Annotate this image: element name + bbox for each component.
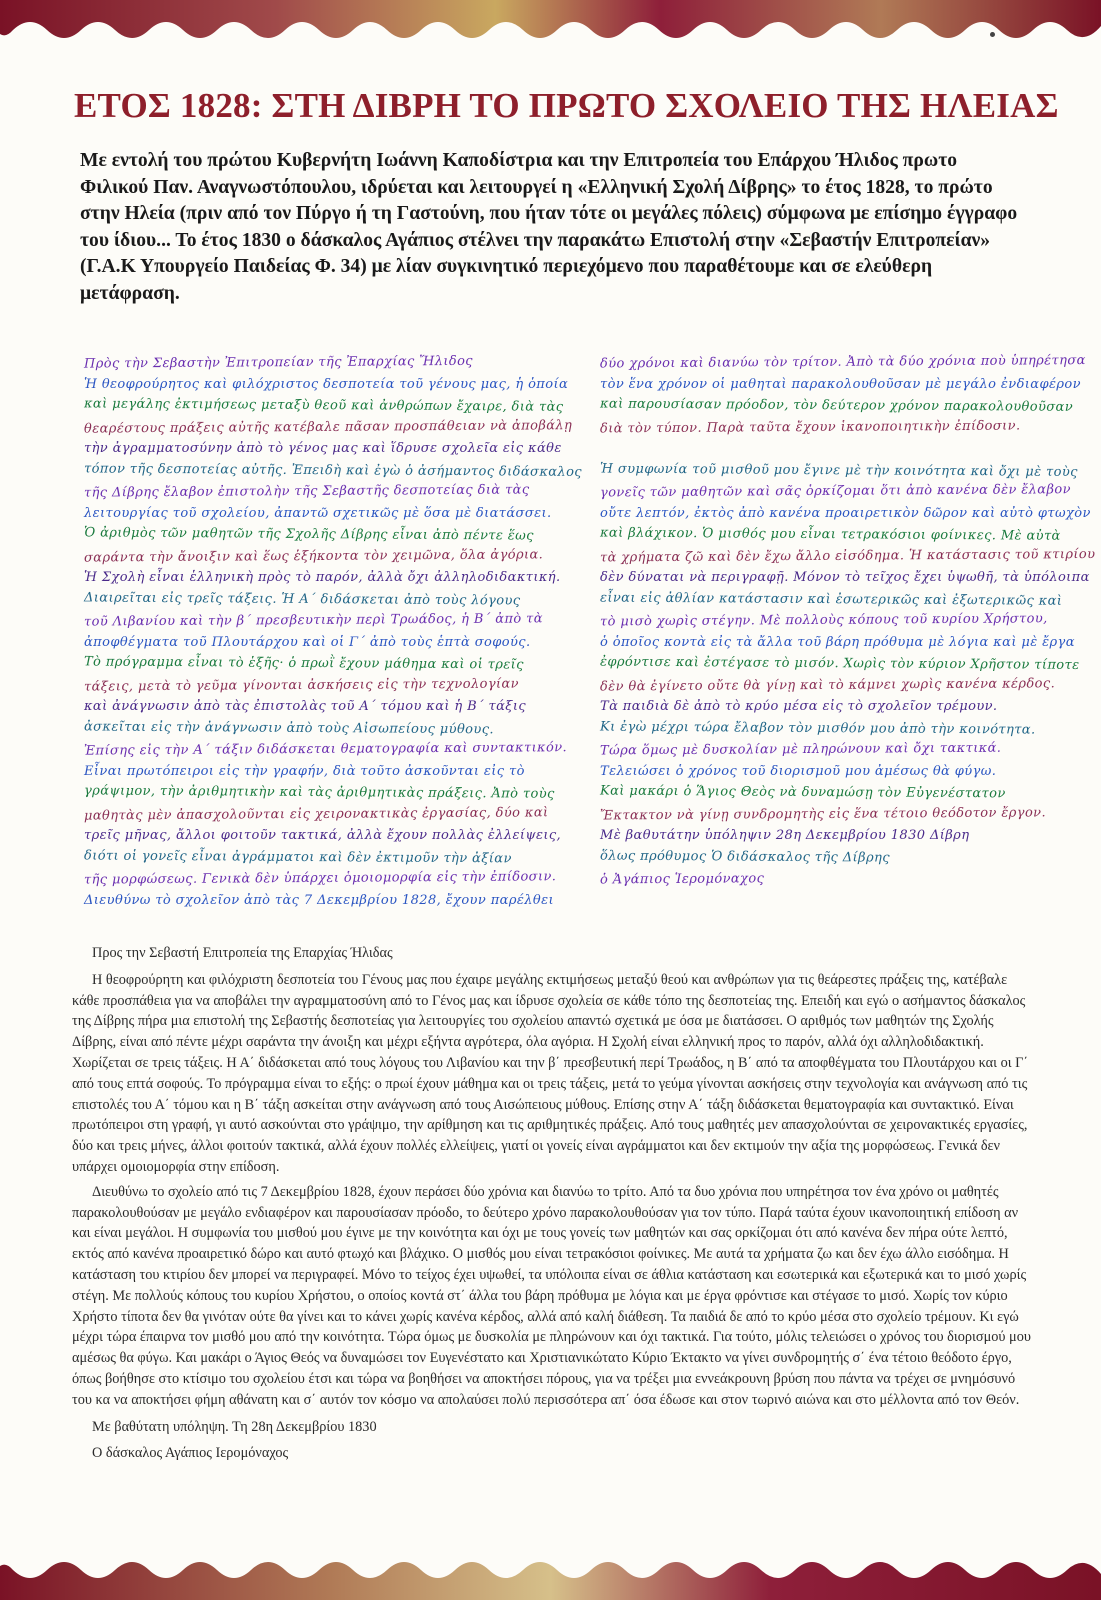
manuscript-line: καὶ παρουσίασαν πρόοδον, τὸν δεύτερον χρόνον παρακολουθοῦσαν xyxy=(599,396,1074,415)
letter-paragraph-1: Η θεοφρούρητη και φιλόχριστη δεσποτεία του Γένους μας που έχαιρε μεγάλης εκτιμήσεως μεταξύ θεού και ανθρώπων για τις θεάρεστες πράξεις της, κατέβαλε κάθε προσπάθεια για να αποβάλει την αγραμματοσύνη από το Γένος μας και ίδρυσε σχολεία σε κάθε τόπο της δεσποτείας της. Επειδή και εγώ ο ασήμαντος δάσκαλος της Δίβρης πήρα μια επιστολή της Σεβαστής δεσποτείας για λειτουργίες του σχολείου απαντώ σχετικά με όσα με διατάσσει. Ο αριθμός των μαθητών της Σχολής Δίβρης, είναι από πέντε μέχρι σαράντα την άνοιξη και μέχρι εξήντα αγρότερα, όλα αγόρια. Η Σχολή είναι ελληνική προς το παρόν, αλλά όχι αλληλοδιδακτική. Χωρίζεται σε τρεις τάξεις. Η Α΄ διδάσκεται από τους λόγους του Λιβανίου και την β΄ πρεσβευτική περί Τρωάδος, η Β΄ από τα αποφθέγματα του Πλουτάρχου και οι Γ΄ από τους επτά σοφούς. Το πρόγραμμα είναι το εξής: ο πρωί έχουν μάθημα και οι τρεις τάξεις, μετά το γεύμα γίνονται ασκήσεις στην τεχνολογία και ανάγνωση από τις επιστολές του Α΄ τόμου και η Β΄ τάξη ασκείται στην ανάγνωση από τους Αισώπειους μύθους. Επίσης στην Α΄ τάξη διδάσκεται θεματογραφία και συντακτικό. Είναι πρωτόπειροι στη γραφή, γι αυτό ασκούνται στο γράψιμο, την αρίθμηση και τις αριθμητικές πράξεις. Από τους μαθητές μεν απασχολούνται σε χειρονακτικές εργασίες, δύο και τρεις μήνες, άλλοι φοιτούν τακτικά, αλλά έχουν πολλές ελλείψεις, γιατί οι γονείς είναι αγράμματοι και δεν εκτιμούν την αξία της μορφώσεως. Γενικά δεν υπάρχει ομοιομορφία στην επίδοση. xyxy=(72,971,1029,1175)
manuscript-line: τόπον τῆς δεσποτείας αὐτῆς. Ἐπειδὴ καὶ ἐγὼ ὁ ἀσήμαντος διδάσκαλος xyxy=(83,460,583,480)
manuscript-line: τοῦ Λιβανίου καὶ τὴν β΄ πρεσβευτικὴν περὶ Τρωάδος, ἡ Β΄ ἀπὸ τὰ xyxy=(83,611,543,630)
manuscript-line: ἀσκεῖται εἰς τὴν ἀνάγνωσιν ἀπὸ τοὺς Αἰσωπείους μύθους. xyxy=(83,718,495,737)
manuscript-line: Ἡ θεοφρούρητος καὶ φιλόχριστος δεσποτεία τοῦ γένους μας, ἡ ὁποία xyxy=(84,376,569,392)
manuscript-line: σαράντα τὴν ἄνοιξιν καὶ ἕως ἑξήκοντα τὸν χειμῶνα, ὅλα ἀγόρια. xyxy=(83,546,544,566)
manuscript-line: οὔτε λεπτόν, ἐκτὸς ἀπὸ κανένα προαιρετικὸν δῶρον καὶ αὐτὸ φτωχὸν xyxy=(600,505,1091,521)
manuscript-line: καὶ βλάχικον. Ὁ μισθός μου εἶναι τετρακόσιοι φοίνικες. Μὲ αὐτὰ xyxy=(599,525,1061,544)
manuscript-line: δὲν δύναται νὰ περιγραφῇ. Μόνον τὸ τεῖχος ἔχει ὑψωθῆ, τὰ ὑπόλοιπα xyxy=(600,570,1090,585)
manuscript-line: τῆς μορφώσεως. Γενικὰ δὲν ὑπάρχει ὁμοιομορφία εἰς τὴν ἐπίδοσιν. xyxy=(83,869,557,888)
manuscript-line: καὶ ἀνάγνωσιν ἀπὸ τὰς ἐπιστολὰς τοῦ Α΄ τόμου καὶ ἡ Β΄ τάξις xyxy=(84,699,527,714)
bottom-decorative-border xyxy=(0,1540,1101,1600)
manuscript-line: Κι ἐγὼ μέχρι τώρα ἔλαβον τὸν μισθόν μου ἀπὸ τὴν κοινότητα. xyxy=(599,719,1036,738)
manuscript-line: γράψιμον, τὴν ἀριθμητικὴν καὶ τὰς ἀριθμητικὰς πράξεις. Ἀπὸ τοὺς xyxy=(83,783,555,802)
manuscript-line: Ἡ συμφωνία τοῦ μισθοῦ μου ἔγινε μὲ τὴν κοινότητα καὶ ὄχι μὲ τοὺς xyxy=(599,461,1078,480)
letter-address: Προς την Σεβαστή Επιτροπεία της Επαρχίας Ήλιδας xyxy=(92,945,393,961)
manuscript-line: καὶ μεγάλης ἐκτιμήσεως μεταξὺ θεοῦ καὶ ἀνθρώπων ἔχαιρε, διὰ τὰς xyxy=(83,396,564,415)
page-title: ΕΤΟΣ 1828: ΣΤΗ ΔΙΒΡΗ ΤΟ ΠΡΩΤΟ ΣΧΟΛΕΙΟ ΤΗΣ ΗΛΕΙΑΣ xyxy=(74,86,1059,125)
manuscript-line: τὸ μισὸ χωρὶς στέγην. Μὲ πολλοὺς κόπους τοῦ κυρίου Χρήστου, xyxy=(599,611,1048,630)
top-decorative-border xyxy=(0,0,1101,60)
manuscript-line: λειτουργίας τοῦ σχολείου, ἀπαντῶ σχετικῶς μὲ ὅσα μὲ διατάσσει. xyxy=(84,505,552,521)
manuscript-line: Ἐπίσης εἰς τὴν Α΄ τάξιν διδάσκεται θεματογραφία καὶ συντακτικόν. xyxy=(83,740,568,759)
corner-mark xyxy=(990,32,995,37)
intro-paragraph: Με εντολή του πρώτου Κυβερνήτη Ιωάννη Καποδίστρια και την Επιτροπεία του Επάρχου Ήλιδος πρωτο Φιλικού Παν. Αναγνωστόπουλου, ιδρύεται και λειτουργεί η «Ελληνική Σχολή Δίβρης» το έτος 1828, το πρώτο στην Ηλεία (πριν από τον Πύργο ή τη Γαστούνη, που ήταν τότε οι μεγάλες πόλεις) σύμφωνα με επίσημο έγγραφο του ίδιου... Το έτος 1830 ο δάσκαλος Αγάπιος στέλνει την παρακάτω Επιστολή στην «Σεβαστήν Επιτροπείαν» (Γ.Α.Κ Υπουργείο Παιδείας Φ. 34) με λίαν συγκινητικό περιεχόμενο που παραθέτουμε και σε ελεύθερη μετάφραση. xyxy=(80,150,1018,304)
manuscript-line: διότι οἱ γονεῖς εἶναι ἀγράμματοι καὶ δὲν ἐκτιμοῦν τὴν ἀξίαν xyxy=(83,847,512,866)
manuscript-line: Καὶ μακάρι ὁ Ἅγιος Θεὸς νὰ δυναμώσῃ τὸν Εὐγενέστατον xyxy=(599,783,1006,802)
manuscript-line: ὁ ὁποῖος κοντὰ εἰς τὰ ἄλλα τοῦ βάρη πρόθυμα μὲ λόγια καὶ μὲ ἔργα xyxy=(600,634,1075,650)
manuscript-line: ὅλως πρόθυμος Ὁ διδάσκαλος τῆς Δίβρης xyxy=(599,848,890,866)
manuscript-line: Μὲ βαθυτάτην ὑπόληψιν 28η Δεκεμβρίου 1830 Δίβρη xyxy=(600,828,970,843)
manuscript-line: ἀποφθέγματα τοῦ Πλουτάρχου καὶ οἱ Γ΄ ἀπὸ τοὺς ἑπτὰ σοφούς. xyxy=(84,634,531,650)
manuscript-line xyxy=(600,438,1020,460)
manuscript-line: Τὰ παιδιὰ δὲ ἀπὸ τὸ κρύο μέσα εἰς τὸ σχολεῖον τρέμουν. xyxy=(600,699,998,714)
translation-text xyxy=(72,943,1032,1468)
manuscript-line: θεαρέστους πράξεις αὐτῆς κατέβαλε πᾶσαν προσπάθειαν νὰ ἀποβάλῃ xyxy=(83,417,573,437)
manuscript-line: Τώρα ὅμως μὲ δυσκολίαν μὲ πληρώνουν καὶ ὄχι τακτικά. xyxy=(599,740,1002,759)
manuscript-line: Πρὸς τὴν Σεβαστὴν Ἐπιτροπείαν τῆς Ἐπαρχίας Ἤλιδος xyxy=(83,353,474,372)
manuscript-line: δύο χρόνοι καὶ διανύω τὸν τρίτον. Ἀπὸ τὰ δύο χρόνια ποὺ ὑπηρέτησα xyxy=(599,353,1086,372)
manuscript-line: τάξεις, μετὰ τὸ γεῦμα γίνονται ἀσκήσεις εἰς τὴν τεχνολογίαν xyxy=(83,676,520,695)
manuscript-line: Διευθύνω τὸ σχολεῖον ἀπὸ τὰς 7 Δεκεμβρίου 1828, ἔχουν παρέλθει xyxy=(84,892,554,908)
manuscript-line: τὰ χρήματα ζῶ καὶ δὲν ἔχω ἄλλο εἰσόδημα. Ἡ κατάστασις τοῦ κτιρίου xyxy=(599,546,1096,565)
manuscript-line: Ἔκτακτον νὰ γίνῃ συνδρομητὴς εἰς ἕνα τέτοιο θεόδοτον ἔργον. xyxy=(599,804,1047,823)
manuscript-line: Διαιρεῖται εἰς τρεῖς τάξεις. Ἡ Α΄ διδάσκεται ἀπὸ τοὺς λόγους xyxy=(83,589,521,608)
manuscript-line: τὴν ἀγραμματοσύνην ἀπὸ τὸ γένος μας καὶ ἵδρυσε σχολεῖα εἰς κάθε xyxy=(84,441,562,456)
manuscript-line: Ἡ Σχολὴ εἶναι ἑλληνικὴ πρὸς τὸ παρόν, ἀλλὰ ὄχι ἀλληλοδιδακτική. xyxy=(84,570,561,585)
manuscript-left-page xyxy=(83,352,583,922)
manuscript-line: τῆς Δίβρης ἔλαβον ἐπιστολὴν τῆς Σεβαστῆς δεσποτείας διὰ τὰς xyxy=(83,482,530,501)
manuscript-line: μαθητὰς μὲν ἀπασχολοῦνται εἰς χειρονακτικὰς ἐργασίας, δύο καὶ xyxy=(83,804,549,824)
manuscript-line: Εἶναι πρωτόπειροι εἰς τὴν γραφήν, διὰ τοῦτο ἀσκοῦνται εἰς τὸ xyxy=(84,763,525,779)
manuscript-line: Τελειώσει ὁ χρόνος τοῦ διορισμοῦ μου ἀμέσως θὰ φύγω. xyxy=(600,763,997,779)
manuscript-line: γονεῖς τῶν μαθητῶν καὶ σᾶς ὁρκίζομαι ὅτι ἀπὸ κανένα δὲν ἔλαβον xyxy=(599,482,1071,501)
manuscript-line: τρεῖς μῆνας, ἄλλοι φοιτοῦν τακτικά, ἀλλὰ ἔχουν πολλὰς ἐλλείψεις, xyxy=(84,828,562,843)
manuscript-line: εἶναι εἰς ἀθλίαν κατάστασιν καὶ ἐσωτερικῶς καὶ ἐξωτερικῶς καὶ xyxy=(599,590,1063,609)
manuscript-line: δὲν θὰ ἐγίνετο οὔτε θὰ γίνῃ καὶ τὸ κάμνει χωρὶς κανένα κέρδος. xyxy=(599,675,1056,694)
manuscript-line: διὰ τὸν τύπον. Παρὰ ταῦτα ἔχουν ἱκανοποιητικὴν ἐπίδοσιν. xyxy=(599,418,1021,436)
manuscript-line: Τὸ πρόγραμμα εἶναι τὸ ἑξῆς· ὁ πρωῒ ἔχουν μάθημα καὶ οἱ τρεῖς xyxy=(83,654,524,673)
manuscript-line: ὁ Ἀγάπιος Ἱερομόναχος xyxy=(599,871,765,888)
letter-signature: Ο δάσκαλος Αγάπιος Ιερομόναχος xyxy=(92,1445,289,1462)
manuscript-line: Ὁ ἀριθμὸς τῶν μαθητῶν τῆς Σχολῆς Δίβρης εἶναι ἀπὸ πέντε ἕως xyxy=(83,525,534,544)
manuscript-line: ἐφρόντισε καὶ ἐστέγασε τὸ μισόν. Χωρὶς τὸν κύριον Χρῆστον τίποτε xyxy=(599,654,1080,673)
manuscript-right-page xyxy=(599,352,1096,922)
letter-closing: Με βαθύτατη υπόληψη. Τη 28η Δεκεμβρίου 1830 xyxy=(92,1418,377,1435)
manuscript-line: τὸν ἕνα χρόνον οἱ μαθηταὶ παρακολουθοῦσαν μὲ μεγάλο ἐνδιαφέρον xyxy=(600,376,1081,392)
letter-paragraph-2: Διευθύνω το σχολείο από τις 7 Δεκεμβρίου 1828, έχουν περάσει δύο χρόνια και διανύω το τρίτο. Από τα δυο χρόνια που υπηρέτησα τον ένα χρόνο οι μαθητές παρακολουθούσαν με μεγάλο ενδιαφέρον και παρουσίασαν πρόοδο, το δεύτερο χρόνο παρακολουθούσαν για τον τύπο. Παρά ταύτα έχουν ικανοποιητική επίδοση αν και είναι μεγάλοι. Η συμφωνία του μισθού μου έγινε με την κοινότητα και όχι με τους γονείς των μαθητών και σας ορκίζομαι ότι από κανένα δεν πήρα ούτε λεπτό, εκτός από κανένα προαιρετικό δώρο και αυτό φτωχό και βλάχικο. Ο μισθός μου είναι τετρακόσιοι φοίνικες. Με αυτά τα χρήματα ζω και δεν έχω άλλο εισόδημα. Η κατάσταση του κτιρίου δεν μπορεί να περιγραφεί. Μόνο το τείχος έχει υψωθεί, τα υπόλοιπα είναι σε άθλια κατάσταση και εσωτερικά και εξωτερικά και το μισό χωρίς στέγη. Με πολλούς κόπους του κυρίου Χρήστου, ο οποίος κοντά στ΄ άλλα του βάρη πρόθυμα με λόγια και με έργα φρόντισε και στέγασε το μισό. Χωρίς τον κύριο Χρήστο τίποτα δεν θα γινόταν ούτε θα γίνει και το κάνει χωρίς κανένα κέρδος, αλλά από καλή διάθεση. Τα παιδιά δε από το κρύο μέσα στο σχολείο τρέμουν. Κι εγώ μέχρι τώρα έπαιρνα τον μισθό μου από την κοινότητα. Τώρα όμως με δυσκολία με πληρώνουν και όχι τακτικά. Για τούτο, μόλις τελειώσει ο χρόνος του διορισμού μου αμέσως θα φύγω. Και μακάρι ο Άγιος Θεός να δυναμώσει τον Ευγενέστατο και Χριστιανικώτατο Κύριο Έκτακτο να γίνει συνδρομητής σ΄ ένα τέτοιο θεόδοτο έργο, όπως βοήθησε στο κτίσιμο του σχολείου έτσι και τώρα να βοηθήσει να αποκτήσει πόρους, για να τρέξει μια εννεάκρουνη βρύση που πάντα να τρέχει σε μνημόσυνό του κα να αποκτήσει φήμη αθάνατη και σ΄ αυτόν τον κόσμο να απολαύσει πολύ περισσότερα απ΄ όσα έδωσε και στον τωρινό αιώνα και στο μέλλοντα από τον Θεόν. xyxy=(72,1183,1031,1408)
